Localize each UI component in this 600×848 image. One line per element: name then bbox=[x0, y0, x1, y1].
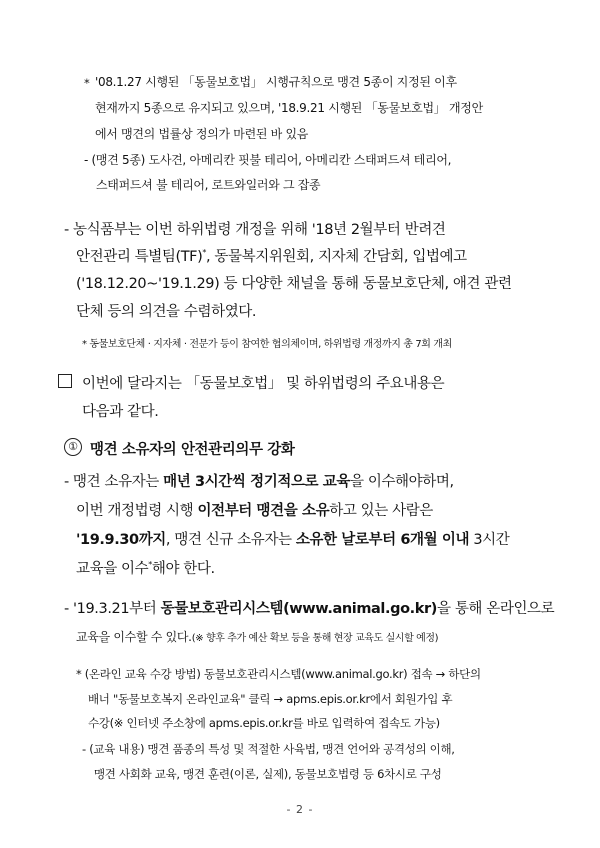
block2-line3: ('18.12.20~'19.1.29) 등 다양한 채널을 통해 동물보호단체, 애견 관련 bbox=[76, 276, 512, 292]
section1-p1c: 을 이수해야하며, bbox=[350, 474, 454, 490]
note-star: * bbox=[84, 76, 90, 90]
page-number: - 2 - bbox=[286, 803, 314, 816]
section1-p1 bbox=[64, 470, 454, 491]
section1-q2a: 교육을 이수할 수 있다. bbox=[76, 630, 192, 644]
block3-line1: 이번에 달라지는 「동물보호법」 및 하위법령의 주요내용은 bbox=[82, 376, 445, 392]
section1-q2 bbox=[76, 626, 438, 645]
square-bullet-icon bbox=[58, 374, 72, 388]
section1-note3: 수강(※ 인터넷 주소창에 apms.epis.or.kr를 바로 입력하여 접속도 가능) bbox=[88, 716, 440, 730]
block3-line2: 다음과 같다. bbox=[82, 404, 159, 420]
section1-q1 bbox=[64, 597, 554, 618]
section1-p3c: 소유한 날로부터 6개월 이내 bbox=[295, 532, 470, 548]
section1-note5: 맹견 사회화 교육, 맹견 훈련(이론, 실제), 동물보호법령 등 6차시로 구성 bbox=[94, 767, 442, 781]
section1-p2a: 이번 개정법령 시행 bbox=[76, 503, 198, 519]
section1-p3b: , 맹견 신규 소유자는 bbox=[165, 532, 296, 548]
block2-line2 bbox=[76, 245, 467, 266]
block2-line1: - 농식품부는 이번 하위법령 개정을 위해 '18년 2월부터 반려견 bbox=[64, 222, 446, 238]
section1-p2c: 하고 있는 사람은 bbox=[329, 503, 433, 519]
section1-p3a: '19.9.30까지 bbox=[76, 532, 166, 548]
section1-p1b: 매년 3시간씩 정기적으로 교육 bbox=[163, 474, 351, 490]
section1-q1c: 을 통해 온라인으로 bbox=[437, 601, 555, 617]
section1-p3 bbox=[76, 528, 509, 549]
section1-p2b: 이전부터 맹견을 소유 bbox=[197, 503, 330, 519]
section1-title: 맹견 소유자의 안전관리의무 강화 bbox=[90, 442, 295, 458]
section1-q2b: (※ 향후 추가 예산 확보 등을 통해 현장 교육도 실시할 예정) bbox=[191, 633, 439, 644]
section1-note1: * (온라인 교육 수강 방법) 동물보호관리시스템(www.animal.go.kr) 접속 → 하단의 bbox=[76, 667, 481, 681]
block2-line2b: , 동물복지위원회, 지자체 간담회, 입법예고 bbox=[205, 249, 467, 265]
block1-line2: 현재까지 5종으로 유지되고 있으며, '18.9.21 시행된 「동물보호법」 개정안 bbox=[95, 101, 483, 115]
section1-q1b: 동물보호관리시스템(www.animal.go.kr) bbox=[160, 601, 437, 617]
section1-p4a: 교육을 이수 bbox=[76, 561, 149, 577]
block1-line1: '08.1.27 시행된 「동물보호법」 시행규칙으로 맹견 5종이 지정된 이후 bbox=[95, 75, 457, 89]
block1-sub2: 스태퍼드셔 불 테리어, 로트와일러와 그 잡종 bbox=[96, 178, 321, 192]
block1-line3: 에서 맹견의 법률상 정의가 마련된 바 있음 bbox=[95, 127, 309, 141]
section1-p1a: - 맹견 소유자는 bbox=[64, 474, 164, 490]
block1-sub1: - (맹견 5종) 도사견, 아메리칸 핏불 테리어, 아메리칸 스태퍼드셔 테리어, bbox=[84, 153, 452, 167]
section1-note2: 배너 "동물보호복지 온라인교육" 클릭 → apms.epis.or.kr에서 회원가입 후 bbox=[88, 692, 453, 706]
section1-p2 bbox=[76, 499, 433, 520]
section1-p3d: 3시간 bbox=[469, 532, 510, 548]
block2-line2-sup: * bbox=[202, 248, 206, 258]
section1-note4: - (교육 내용) 맹견 품종의 특성 및 적절한 사육법, 맹견 언어와 공격성의 이해, bbox=[82, 742, 455, 756]
block2-line4: 단체 등의 의견을 수렴하였다. bbox=[76, 304, 257, 320]
section1-p4b: 해야 한다. bbox=[151, 561, 215, 577]
circled-number-icon: ① bbox=[64, 438, 82, 456]
section1-q1a: - '19.3.21부터 bbox=[64, 601, 161, 617]
section1-p4-sup: * bbox=[148, 560, 152, 570]
block2-line2a: 안전관리 특별팀(TF) bbox=[76, 249, 203, 265]
section1-p4 bbox=[76, 557, 215, 578]
block2-note: * 동물보호단체 · 지자체 · 전문가 등이 참여한 협의체이며, 하위법령 개정까지 총 7회 개최 bbox=[82, 339, 452, 350]
